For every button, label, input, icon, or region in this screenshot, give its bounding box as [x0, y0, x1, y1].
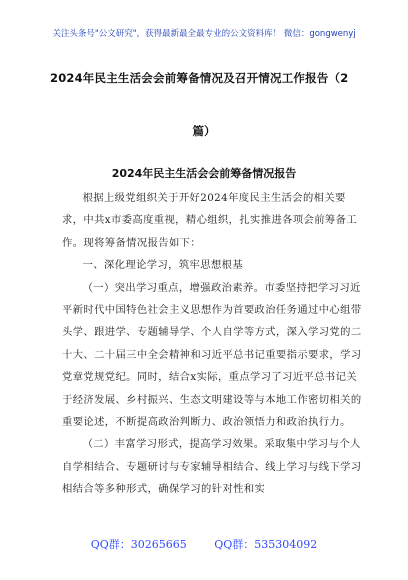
- paragraph-1: （一）突出学习重点，增强政治素养。市委坚持把学习习近平新时代中国特色社会主义思想作为首要政治任务通过中心组带头学、跟进学、专题辅导学、个人自学等方式，深入学习党的二十大、二十届三中全会精神和习近平总书记重要指示要求，学习党章党规党纪。同时，结合x实际，重点学习了习近平总书记关于经济发展、乡村振兴、生态文明建设等与本地工作密切相关的重要论述，不断提高政治判断力、政治领悟力和政治执行力。: [62, 281, 362, 429]
- footer-qq-group-1: QQ群：30265665: [90, 538, 187, 551]
- header-note: 关注头条号"公文研究"，获得最新最全最专业的公文资料库！ 微信：gongwenyj: [52, 29, 356, 39]
- footer-qq-group-2: QQ群：535304092: [214, 538, 318, 551]
- section-subtitle: 2024年民主生活会会前筹备情况报告: [111, 167, 297, 180]
- document-title-continued: 篇）: [192, 124, 216, 138]
- section-heading-1: 一、深化理论学习，筑牢思想根基: [82, 259, 244, 272]
- footer-contact: [0, 536, 408, 552]
- document-body: [62, 187, 362, 501]
- paragraph-2: （二）丰富学习形式，提高学习效果。采取集中学习与个人自学相结合、专题研讨与专家辅导相结合、线上学习与线下学习相结合等多种形式，确保学习的针对性和实: [62, 438, 362, 496]
- document-title: 2024年民主生活会会前筹备情况及召开情况工作报告（2: [50, 71, 349, 85]
- paragraph-intro: 根据上级党组织关于开好2024年度民主生活会的相关要求，中共x市委高度重视，精心组织，扎实推进各项会前筹备工作。现将筹备情况报告如下：: [62, 192, 358, 249]
